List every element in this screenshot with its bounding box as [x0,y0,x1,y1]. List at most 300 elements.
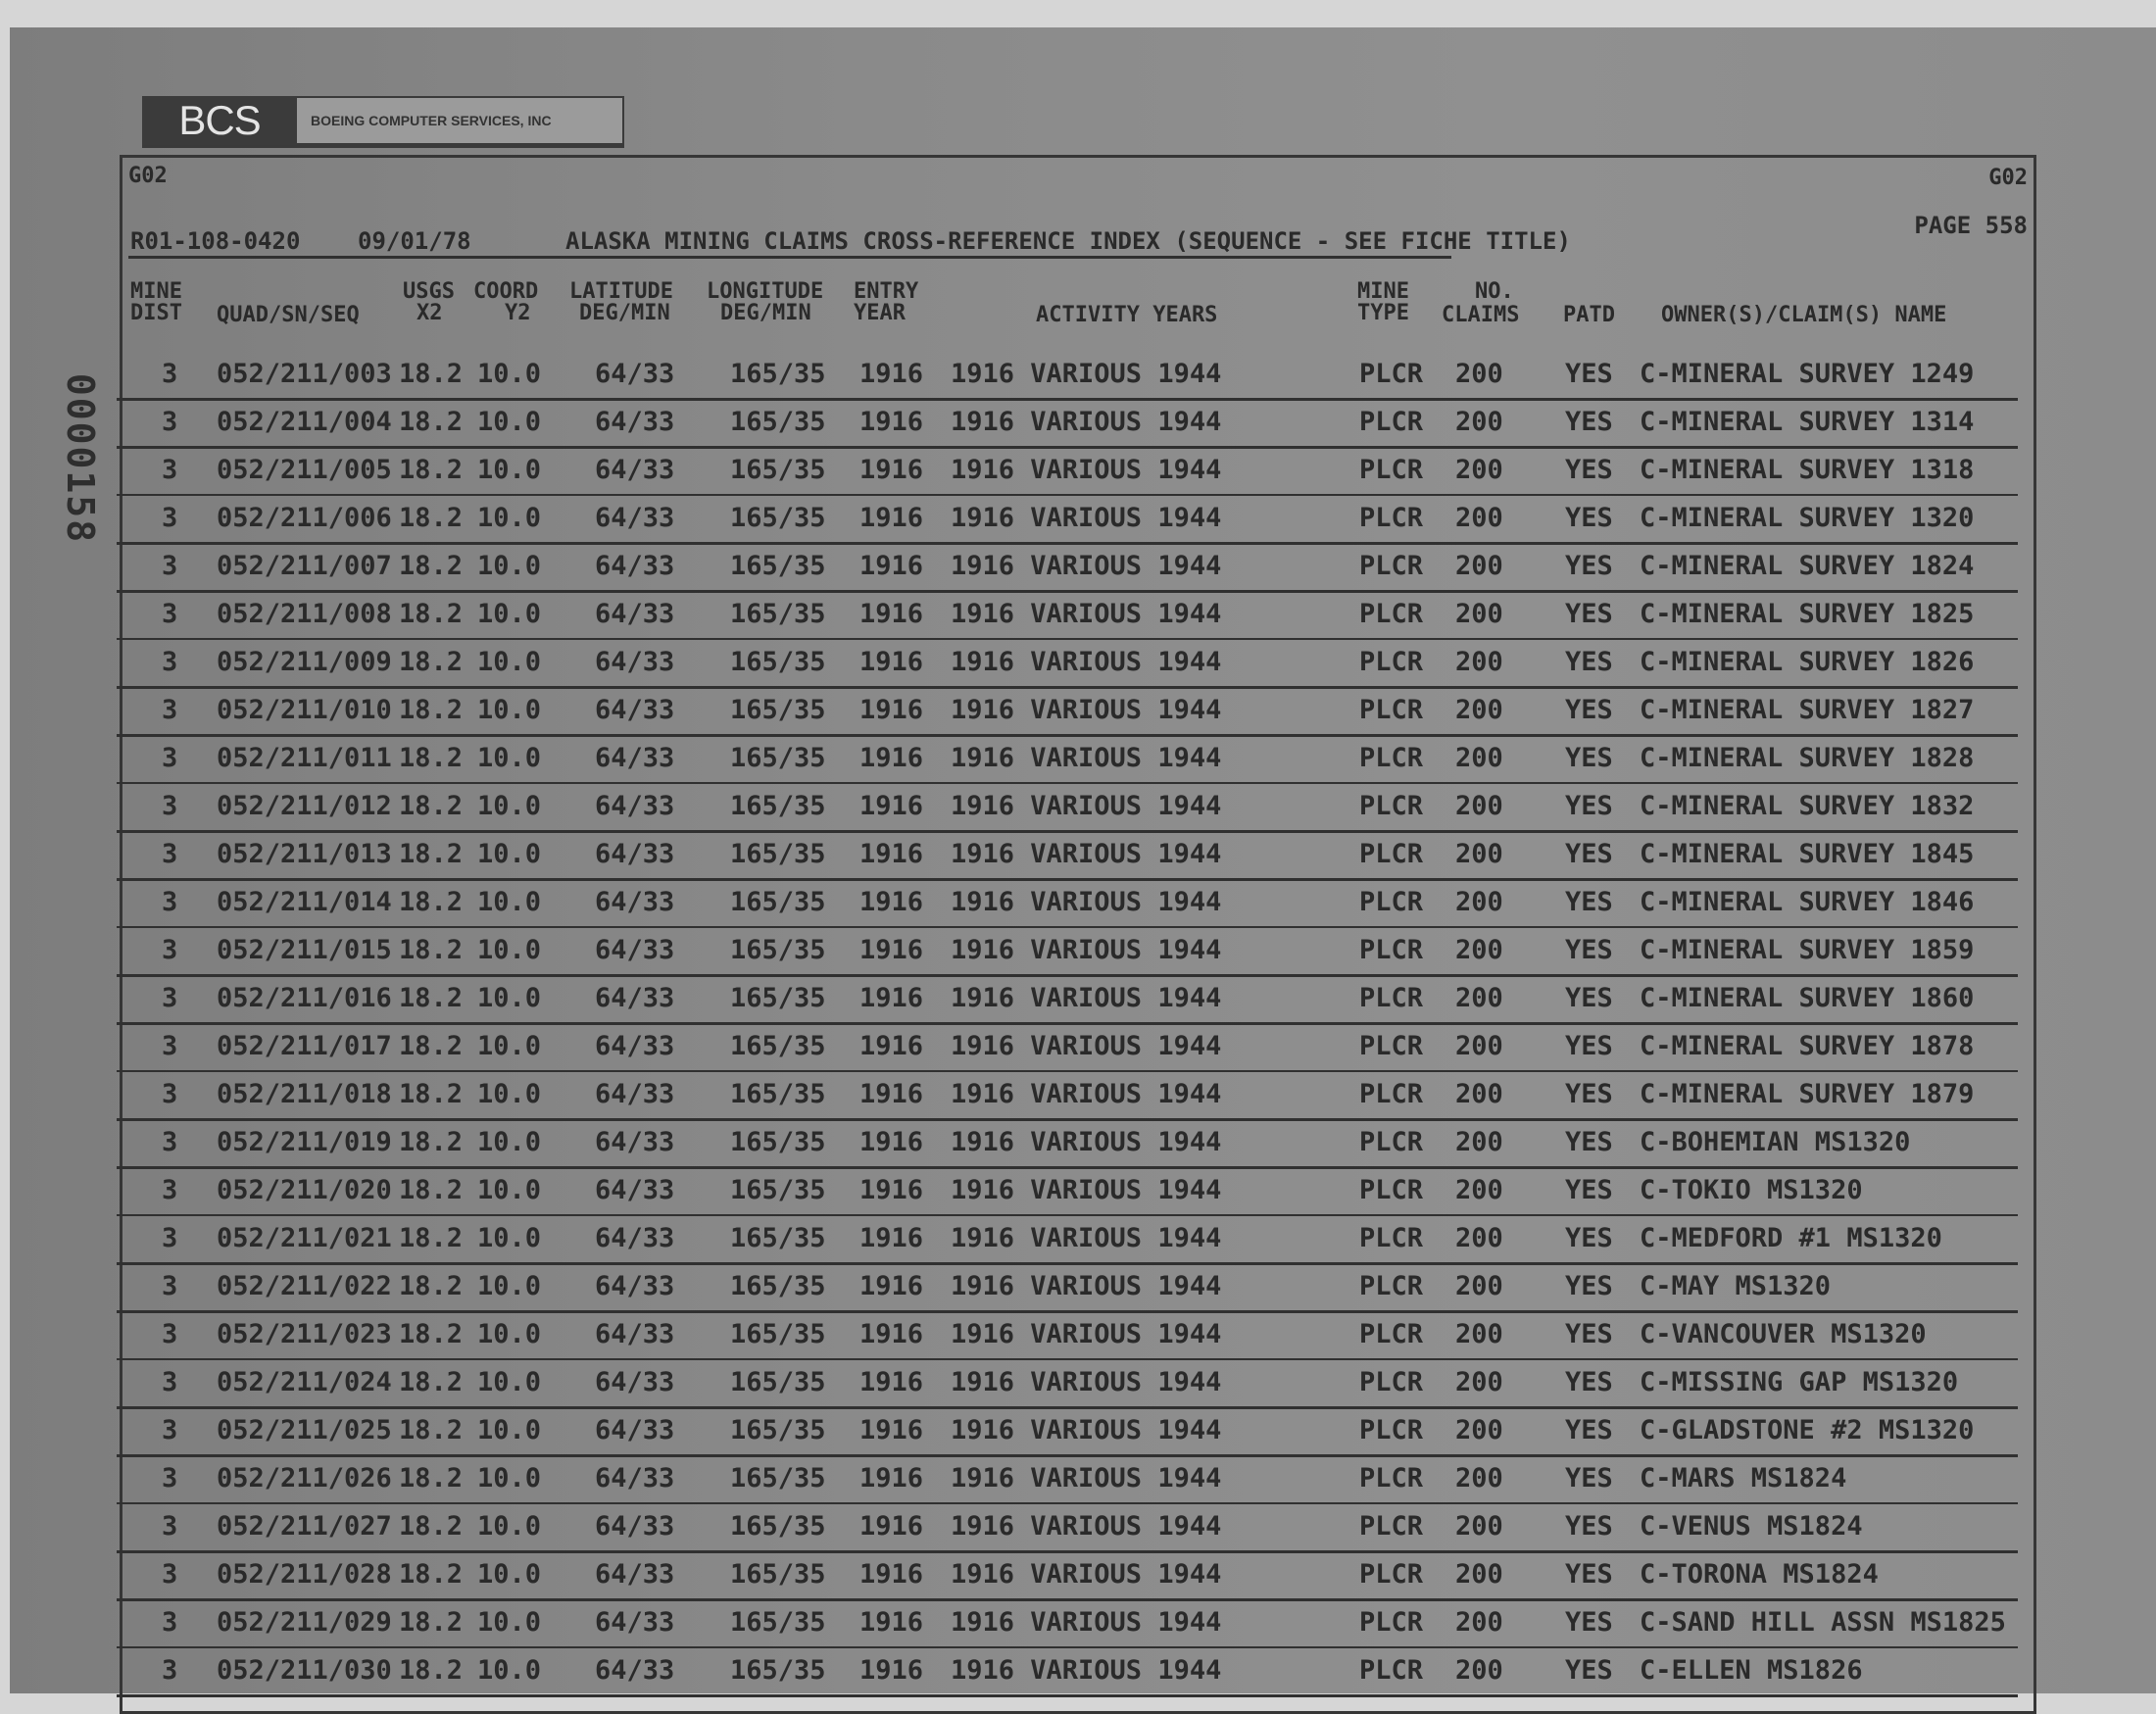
longitude-cell: 165/35 [730,1031,826,1061]
usgs-x-cell: 18.2 [399,839,464,869]
longitude-cell: 165/35 [730,791,826,821]
usgs-x-cell: 18.2 [399,1559,464,1590]
row-rule [117,1166,2018,1169]
row-rule [117,1550,2018,1553]
activity-years-cell: 1916 VARIOUS 1944 [951,1079,1222,1109]
activity-years-cell: 1916 VARIOUS 1944 [951,983,1222,1013]
entry-year-cell: 1916 [859,1079,924,1109]
usgs-x-cell: 18.2 [399,455,464,485]
mine-type-cell: PLCR [1359,1607,1424,1638]
latitude-cell: 64/33 [595,839,675,869]
activity-years-cell: 1916 VARIOUS 1944 [951,1511,1222,1542]
col-owner: OWNER(S)/CLAIM(S) NAME [1661,303,1947,327]
patented-cell: YES [1565,1127,1613,1157]
claims-count-cell: 200 [1455,1271,1503,1301]
usgs-x-cell: 18.2 [399,887,464,917]
patented-cell: YES [1565,1079,1613,1109]
quad-seq-cell: 052/211/003 [217,359,392,389]
owner-claim-name-cell: C-MINERAL SURVEY 1826 [1640,647,1975,677]
logo-company-name: BOEING COMPUTER SERVICES, INC [297,96,624,145]
patented-cell: YES [1565,551,1613,581]
mine-type-cell: PLCR [1359,1079,1424,1109]
mine-type-cell: PLCR [1359,1271,1424,1301]
owner-claim-name-cell: C-MINERAL SURVEY 1828 [1640,743,1975,773]
mine-type-cell: PLCR [1359,1367,1424,1397]
owner-claim-name-cell: C-TORONA MS1824 [1640,1559,1879,1590]
col-x-line1: USGS [403,279,455,304]
owner-claim-name-cell: C-MINERAL SURVEY 1318 [1640,455,1975,485]
activity-years-cell: 1916 VARIOUS 1944 [951,359,1222,389]
longitude-cell: 165/35 [730,647,826,677]
quad-seq-cell: 052/211/017 [217,1031,392,1061]
col-lon-line2: DEG/MIN [720,301,811,325]
latitude-cell: 64/33 [595,359,675,389]
row-rule [117,398,2018,401]
table-row [122,1266,2028,1314]
usgs-y-cell: 10.0 [477,1175,542,1205]
patented-cell: YES [1565,1175,1613,1205]
mine-district-cell: 3 [162,1079,178,1109]
mine-type-cell: PLCR [1359,839,1424,869]
longitude-cell: 165/35 [730,887,826,917]
claims-count-cell: 200 [1455,1031,1503,1061]
longitude-cell: 165/35 [730,1223,826,1253]
activity-years-cell: 1916 VARIOUS 1944 [951,1655,1222,1686]
usgs-x-cell: 18.2 [399,1319,464,1349]
mine-type-cell: PLCR [1359,791,1424,821]
usgs-y-cell: 10.0 [477,647,542,677]
quad-seq-cell: 052/211/018 [217,1079,392,1109]
row-rule [117,1454,2018,1457]
owner-claim-name-cell: C-MINERAL SURVEY 1249 [1640,359,1975,389]
report-date: 09/01/78 [358,227,471,255]
entry-year-cell: 1916 [859,1415,924,1445]
longitude-cell: 165/35 [730,1079,826,1109]
entry-year-cell: 1916 [859,1223,924,1253]
col-type-line2: TYPE [1357,301,1409,325]
longitude-cell: 165/35 [730,1127,826,1157]
usgs-y-cell: 10.0 [477,743,542,773]
owner-claim-name-cell: C-MISSING GAP MS1320 [1640,1367,1959,1397]
owner-claim-name-cell: C-MINERAL SURVEY 1859 [1640,935,1975,965]
quad-seq-cell: 052/211/006 [217,503,392,533]
activity-years-cell: 1916 VARIOUS 1944 [951,1175,1222,1205]
entry-year-cell: 1916 [859,503,924,533]
table-row [122,1458,2028,1506]
owner-claim-name-cell: C-MINERAL SURVEY 1860 [1640,983,1975,1013]
usgs-y-cell: 10.0 [477,1511,542,1542]
usgs-x-cell: 18.2 [399,791,464,821]
mine-type-cell: PLCR [1359,983,1424,1013]
entry-year-cell: 1916 [859,1031,924,1061]
col-lat-line1: LATITUDE [569,279,673,304]
row-rule [117,1262,2018,1265]
quad-seq-cell: 052/211/019 [217,1127,392,1157]
activity-years-cell: 1916 VARIOUS 1944 [951,1415,1222,1445]
usgs-x-cell: 18.2 [399,1655,464,1686]
row-rule [117,1694,2018,1697]
claims-count-cell: 200 [1455,1175,1503,1205]
title-underline [128,256,1451,259]
quad-seq-cell: 052/211/011 [217,743,392,773]
latitude-cell: 64/33 [595,1367,675,1397]
activity-years-cell: 1916 VARIOUS 1944 [951,791,1222,821]
usgs-y-cell: 10.0 [477,1223,542,1253]
claims-count-cell: 200 [1455,1367,1503,1397]
longitude-cell: 165/35 [730,1463,826,1494]
usgs-y-cell: 10.0 [477,455,542,485]
table-row [122,1122,2028,1170]
mine-district-cell: 3 [162,455,178,485]
activity-years-cell: 1916 VARIOUS 1944 [951,551,1222,581]
quad-seq-cell: 052/211/015 [217,935,392,965]
activity-years-cell: 1916 VARIOUS 1944 [951,1367,1222,1397]
claims-count-cell: 200 [1455,791,1503,821]
latitude-cell: 64/33 [595,1079,675,1109]
col-claims-line1: NO. [1475,279,1514,304]
entry-year-cell: 1916 [859,935,924,965]
longitude-cell: 165/35 [730,551,826,581]
activity-years-cell: 1916 VARIOUS 1944 [951,935,1222,965]
owner-claim-name-cell: C-MINERAL SURVEY 1845 [1640,839,1975,869]
latitude-cell: 64/33 [595,791,675,821]
mine-district-cell: 3 [162,1031,178,1061]
usgs-y-cell: 10.0 [477,1607,542,1638]
owner-claim-name-cell: C-MEDFORD #1 MS1320 [1640,1223,1942,1253]
row-rule [117,734,2018,737]
activity-years-cell: 1916 VARIOUS 1944 [951,1607,1222,1638]
entry-year-cell: 1916 [859,983,924,1013]
col-claims-line2: CLAIMS [1442,303,1520,327]
usgs-y-cell: 10.0 [477,407,542,437]
mine-type-cell: PLCR [1359,1511,1424,1542]
claims-count-cell: 200 [1455,455,1503,485]
activity-years-cell: 1916 VARIOUS 1944 [951,1463,1222,1494]
claims-count-cell: 200 [1455,359,1503,389]
patented-cell: YES [1565,935,1613,965]
owner-claim-name-cell: C-ELLEN MS1826 [1640,1655,1863,1686]
mine-district-cell: 3 [162,1223,178,1253]
patented-cell: YES [1565,695,1613,725]
owner-claim-name-cell: C-MINERAL SURVEY 1832 [1640,791,1975,821]
patented-cell: YES [1565,1415,1613,1445]
entry-year-cell: 1916 [859,695,924,725]
mine-district-cell: 3 [162,1559,178,1590]
usgs-x-cell: 18.2 [399,1223,464,1253]
claims-count-cell: 200 [1455,695,1503,725]
latitude-cell: 64/33 [595,1607,675,1638]
table-row [122,1218,2028,1266]
owner-claim-name-cell: C-MINERAL SURVEY 1878 [1640,1031,1975,1061]
longitude-cell: 165/35 [730,1175,826,1205]
row-rule [117,1598,2018,1601]
table-row [122,1170,2028,1218]
activity-years-cell: 1916 VARIOUS 1944 [951,1223,1222,1253]
owner-claim-name-cell: C-MINERAL SURVEY 1824 [1640,551,1975,581]
table-row [122,642,2028,690]
patented-cell: YES [1565,359,1613,389]
owner-claim-name-cell: C-BOHEMIAN MS1320 [1640,1127,1911,1157]
mine-type-cell: PLCR [1359,887,1424,917]
quad-seq-cell: 052/211/005 [217,455,392,485]
mine-district-cell: 3 [162,839,178,869]
usgs-y-cell: 10.0 [477,1271,542,1301]
mine-district-cell: 3 [162,1415,178,1445]
activity-years-cell: 1916 VARIOUS 1944 [951,599,1222,629]
longitude-cell: 165/35 [730,1367,826,1397]
longitude-cell: 165/35 [730,1511,826,1542]
mine-district-cell: 3 [162,791,178,821]
claims-count-cell: 200 [1455,887,1503,917]
latitude-cell: 64/33 [595,599,675,629]
longitude-cell: 165/35 [730,839,826,869]
table-row [122,1650,2028,1698]
mine-district-cell: 3 [162,1367,178,1397]
longitude-cell: 165/35 [730,359,826,389]
entry-year-cell: 1916 [859,887,924,917]
mine-district-cell: 3 [162,1271,178,1301]
patented-cell: YES [1565,1607,1613,1638]
latitude-cell: 64/33 [595,503,675,533]
col-lon-line1: LONGITUDE [707,279,824,304]
table-row [122,978,2028,1026]
owner-claim-name-cell: C-MINERAL SURVEY 1879 [1640,1079,1975,1109]
table-row [122,1410,2028,1458]
entry-year-cell: 1916 [859,1271,924,1301]
mine-type-cell: PLCR [1359,407,1424,437]
usgs-y-cell: 10.0 [477,983,542,1013]
mine-district-cell: 3 [162,647,178,677]
latitude-cell: 64/33 [595,935,675,965]
row-rule [117,1022,2018,1025]
mine-type-cell: PLCR [1359,551,1424,581]
owner-claim-name-cell: C-MINERAL SURVEY 1825 [1640,599,1975,629]
mine-type-cell: PLCR [1359,695,1424,725]
row-rule [117,686,2018,689]
row-rule [117,1070,2018,1072]
fiche-frame [10,27,2156,1693]
usgs-x-cell: 18.2 [399,983,464,1013]
latitude-cell: 64/33 [595,1031,675,1061]
mine-district-cell: 3 [162,1175,178,1205]
quad-seq-cell: 052/211/025 [217,1415,392,1445]
patented-cell: YES [1565,647,1613,677]
usgs-x-cell: 18.2 [399,407,464,437]
row-rule [117,830,2018,833]
row-rule [117,590,2018,593]
usgs-x-cell: 18.2 [399,359,464,389]
quad-seq-cell: 052/211/028 [217,1559,392,1590]
row-rule [117,878,2018,881]
mine-type-cell: PLCR [1359,1415,1424,1445]
quad-seq-cell: 052/211/008 [217,599,392,629]
claims-count-cell: 200 [1455,1511,1503,1542]
usgs-x-cell: 18.2 [399,935,464,965]
claims-count-cell: 200 [1455,647,1503,677]
table-row [122,1362,2028,1410]
latitude-cell: 64/33 [595,455,675,485]
row-rule [117,1502,2018,1504]
col-y-line2: Y2 [505,301,531,325]
usgs-x-cell: 18.2 [399,1607,464,1638]
patented-cell: YES [1565,407,1613,437]
claims-count-cell: 200 [1455,1127,1503,1157]
claims-count-cell: 200 [1455,1223,1503,1253]
usgs-x-cell: 18.2 [399,551,464,581]
report-sheet [120,155,2036,1714]
owner-claim-name-cell: C-VANCOUVER MS1320 [1640,1319,1927,1349]
table-row [122,1026,2028,1074]
row-rule [117,638,2018,640]
report-id: R01-108-0420 [130,227,301,255]
usgs-x-cell: 18.2 [399,503,464,533]
longitude-cell: 165/35 [730,407,826,437]
longitude-cell: 165/35 [730,743,826,773]
longitude-cell: 165/35 [730,1271,826,1301]
corner-code-right: G02 [1988,166,2028,190]
entry-year-cell: 1916 [859,407,924,437]
latitude-cell: 64/33 [595,1559,675,1590]
usgs-y-cell: 10.0 [477,791,542,821]
report-title: ALASKA MINING CLAIMS CROSS-REFERENCE INDEX (SEQUENCE - SEE FICHE TITLE) [565,227,1571,255]
entry-year-cell: 1916 [859,599,924,629]
mine-district-cell: 3 [162,1463,178,1494]
row-rule [117,1406,2018,1409]
latitude-cell: 64/33 [595,1415,675,1445]
usgs-x-cell: 18.2 [399,695,464,725]
entry-year-cell: 1916 [859,839,924,869]
table-row [122,882,2028,930]
usgs-x-cell: 18.2 [399,1463,464,1494]
row-rule [117,542,2018,545]
usgs-x-cell: 18.2 [399,1271,464,1301]
claims-count-cell: 200 [1455,599,1503,629]
row-rule [117,1310,2018,1313]
mine-type-cell: PLCR [1359,1655,1424,1686]
patented-cell: YES [1565,503,1613,533]
latitude-cell: 64/33 [595,983,675,1013]
activity-years-cell: 1916 VARIOUS 1944 [951,1127,1222,1157]
latitude-cell: 64/33 [595,1463,675,1494]
table-row [122,1506,2028,1554]
usgs-y-cell: 10.0 [477,359,542,389]
claims-count-cell: 200 [1455,1559,1503,1590]
logo-mark: BCS [142,96,297,145]
quad-seq-cell: 052/211/023 [217,1319,392,1349]
activity-years-cell: 1916 VARIOUS 1944 [951,839,1222,869]
fiche-number: 0000158 [59,372,102,545]
entry-year-cell: 1916 [859,1655,924,1686]
longitude-cell: 165/35 [730,935,826,965]
table-row [122,834,2028,882]
usgs-y-cell: 10.0 [477,1415,542,1445]
quad-seq-cell: 052/211/012 [217,791,392,821]
usgs-y-cell: 10.0 [477,839,542,869]
owner-claim-name-cell: C-MINERAL SURVEY 1827 [1640,695,1975,725]
mine-district-cell: 3 [162,1127,178,1157]
mine-district-cell: 3 [162,695,178,725]
mine-type-cell: PLCR [1359,1559,1424,1590]
longitude-cell: 165/35 [730,1319,826,1349]
usgs-x-cell: 18.2 [399,1511,464,1542]
patented-cell: YES [1565,839,1613,869]
table-row [122,450,2028,498]
activity-years-cell: 1916 VARIOUS 1944 [951,1319,1222,1349]
row-rule [117,446,2018,449]
quad-seq-cell: 052/211/029 [217,1607,392,1638]
usgs-x-cell: 18.2 [399,1367,464,1397]
latitude-cell: 64/33 [595,1319,675,1349]
owner-claim-name-cell: C-TOKIO MS1320 [1640,1175,1863,1205]
latitude-cell: 64/33 [595,1127,675,1157]
longitude-cell: 165/35 [730,1415,826,1445]
patented-cell: YES [1565,743,1613,773]
col-activity: ACTIVITY YEARS [1036,303,1218,327]
mine-district-cell: 3 [162,935,178,965]
longitude-cell: 165/35 [730,1559,826,1590]
latitude-cell: 64/33 [595,1655,675,1686]
activity-years-cell: 1916 VARIOUS 1944 [951,1559,1222,1590]
owner-claim-name-cell: C-MINERAL SURVEY 1314 [1640,407,1975,437]
owner-claim-name-cell: C-VENUS MS1824 [1640,1511,1863,1542]
claims-count-cell: 200 [1455,407,1503,437]
table-row [122,930,2028,978]
col-dist-line2: DIST [130,301,182,325]
quad-seq-cell: 052/211/014 [217,887,392,917]
mine-type-cell: PLCR [1359,599,1424,629]
row-rule [117,1646,2018,1648]
quad-seq-cell: 052/211/013 [217,839,392,869]
col-dist-line1: MINE [130,279,182,304]
usgs-x-cell: 18.2 [399,1127,464,1157]
entry-year-cell: 1916 [859,1367,924,1397]
latitude-cell: 64/33 [595,1271,675,1301]
table-row [122,690,2028,738]
owner-claim-name-cell: C-MAY MS1320 [1640,1271,1832,1301]
patented-cell: YES [1565,887,1613,917]
entry-year-cell: 1916 [859,1127,924,1157]
activity-years-cell: 1916 VARIOUS 1944 [951,455,1222,485]
mine-type-cell: PLCR [1359,1463,1424,1494]
mine-district-cell: 3 [162,1319,178,1349]
table-row [122,1602,2028,1650]
table-row [122,786,2028,834]
usgs-y-cell: 10.0 [477,1319,542,1349]
table-row [122,594,2028,642]
mine-district-cell: 3 [162,887,178,917]
usgs-y-cell: 10.0 [477,1367,542,1397]
quad-seq-cell: 052/211/007 [217,551,392,581]
patented-cell: YES [1565,1223,1613,1253]
row-rule [117,926,2018,928]
quad-seq-cell: 052/211/010 [217,695,392,725]
quad-seq-cell: 052/211/021 [217,1223,392,1253]
col-yr-line2: YEAR [854,301,906,325]
mine-type-cell: PLCR [1359,1127,1424,1157]
col-quad: QUAD/SN/SEQ [217,303,360,327]
usgs-x-cell: 18.2 [399,599,464,629]
mine-district-cell: 3 [162,1511,178,1542]
claims-count-cell: 200 [1455,551,1503,581]
usgs-y-cell: 10.0 [477,1031,542,1061]
usgs-x-cell: 18.2 [399,1415,464,1445]
col-lat-line2: DEG/MIN [579,301,670,325]
latitude-cell: 64/33 [595,551,675,581]
mine-type-cell: PLCR [1359,1223,1424,1253]
entry-year-cell: 1916 [859,743,924,773]
entry-year-cell: 1916 [859,1607,924,1638]
row-rule [117,1118,2018,1121]
